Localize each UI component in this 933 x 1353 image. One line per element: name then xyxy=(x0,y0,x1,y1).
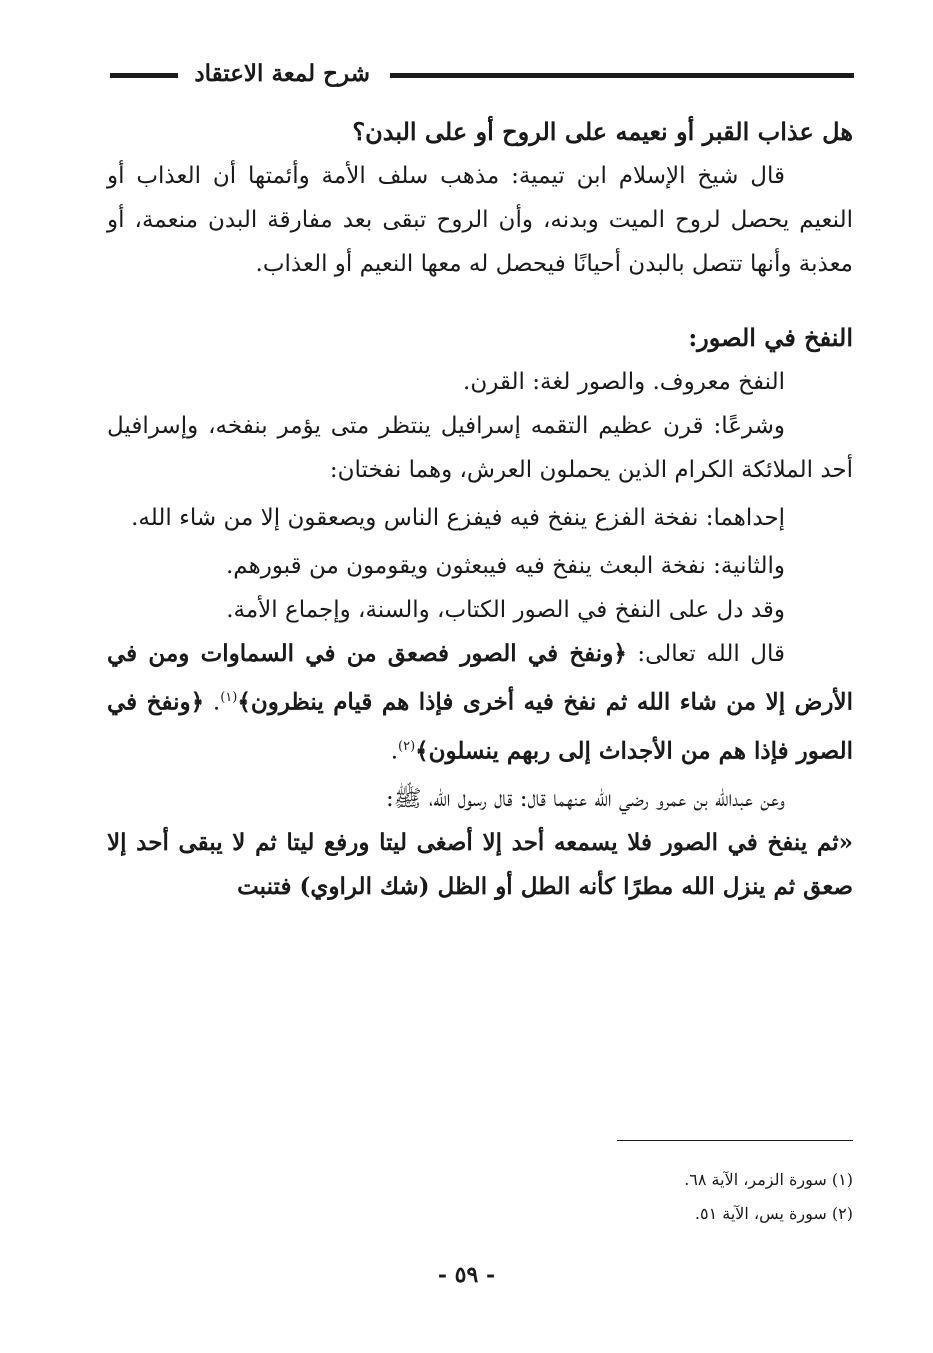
paragraph: إحداهما: نفخة الفزع ينفخ فيه فيفزع الناس ويصعقون إلا من شاء الله. xyxy=(131,505,785,531)
hadith-text: «ثم ينفخ في الصور فلا يسمعه أحد إلا أصغى ليتا ورفع ليتا ثم لا يبقى أحد إلا صعق ثم ينزل الله مطرًا كأنه الطل أو الظل (شك الراوي) فتنبت xyxy=(107,829,853,901)
page-number: - ٥٩ - xyxy=(437,1262,496,1288)
quran-intro: قال الله تعالى: xyxy=(626,641,786,667)
spacer xyxy=(107,286,853,316)
header-rule xyxy=(110,73,178,78)
footnotes xyxy=(107,1163,853,1231)
footnote: (٢) سورة يس، الآية ٥١. xyxy=(694,1204,853,1223)
section-heading: هل عذاب القبر أو نعيمه على الروح أو على البدن؟ xyxy=(352,117,853,146)
paragraph: وقد دل على النفخ في الصور الكتاب، والسنة، وإجماع الأمة. xyxy=(226,597,785,623)
paragraph: وعن عبدالله بن عمرو رضي الله عنهما قال: قال رسول الله، ﷺ: xyxy=(386,786,785,813)
footnote-ref: (١) xyxy=(220,690,238,705)
paragraph: وشرعًا: قرن عظيم التقمه إسرافيل ينتظر متى يؤمر بنفخه، وإسرافيل أحد الملائكة الكرام الذين يحملون العرش، وهما نفختان: xyxy=(107,413,853,483)
paragraph: والثانية: نفخة البعث ينفخ فيه فيبعثون ويقومون من قبورهم. xyxy=(226,553,785,579)
quran-paragraph: قال الله تعالى: ﴿ونفخ في الصور فصعق من في السماوات ومن في الأرض إلا من شاء الله ثم نفخ فيه أخرى فإذا هم قيام ينظرون﴾$^{(١)}$. ﴿ونفخ في الصور فإذا هم من الأجداث إلى ربهم ينسلون﴾$^{(٢)}$. xyxy=(107,640,853,765)
footnote: (١) سورة الزمر، الآية ٦٨. xyxy=(684,1170,853,1189)
footnote-separator xyxy=(617,1140,853,1141)
quran-verse: ﴿ونفخ في الصور فإذا هم من الأجداث إلى ربهم ينسلون﴾ xyxy=(107,688,853,765)
paragraph: النفخ معروف. والصور لغة: القرن. xyxy=(463,369,785,395)
header-title: شرح لمعة الاعتقاد xyxy=(194,60,370,87)
footnote-ref: (٢) xyxy=(398,738,416,754)
section-heading: النفخ في الصور: xyxy=(688,323,853,352)
quran-verse: ﴿ونفخ في الصور فصعق من في السماوات ومن في الأرض إلا من شاء الله ثم نفخ فيه أخرى فإذا هم قيام ينظرون﴾ xyxy=(107,640,853,716)
paragraph: قال شيخ الإسلام ابن تيمية: مذهب سلف الأمة وأئمتها أن العذاب أو النعيم يحصل لروح الميت وبدنه، وأن الروح تبقى بعد مفارقة البدن منعمة، أو معذبة وأنها تتصل بالبدن أحيانًا فيحصل له معها النعيم أو العذاب. xyxy=(107,163,853,277)
running-header xyxy=(110,56,854,92)
main-text xyxy=(107,110,853,909)
header-rule xyxy=(390,73,854,78)
